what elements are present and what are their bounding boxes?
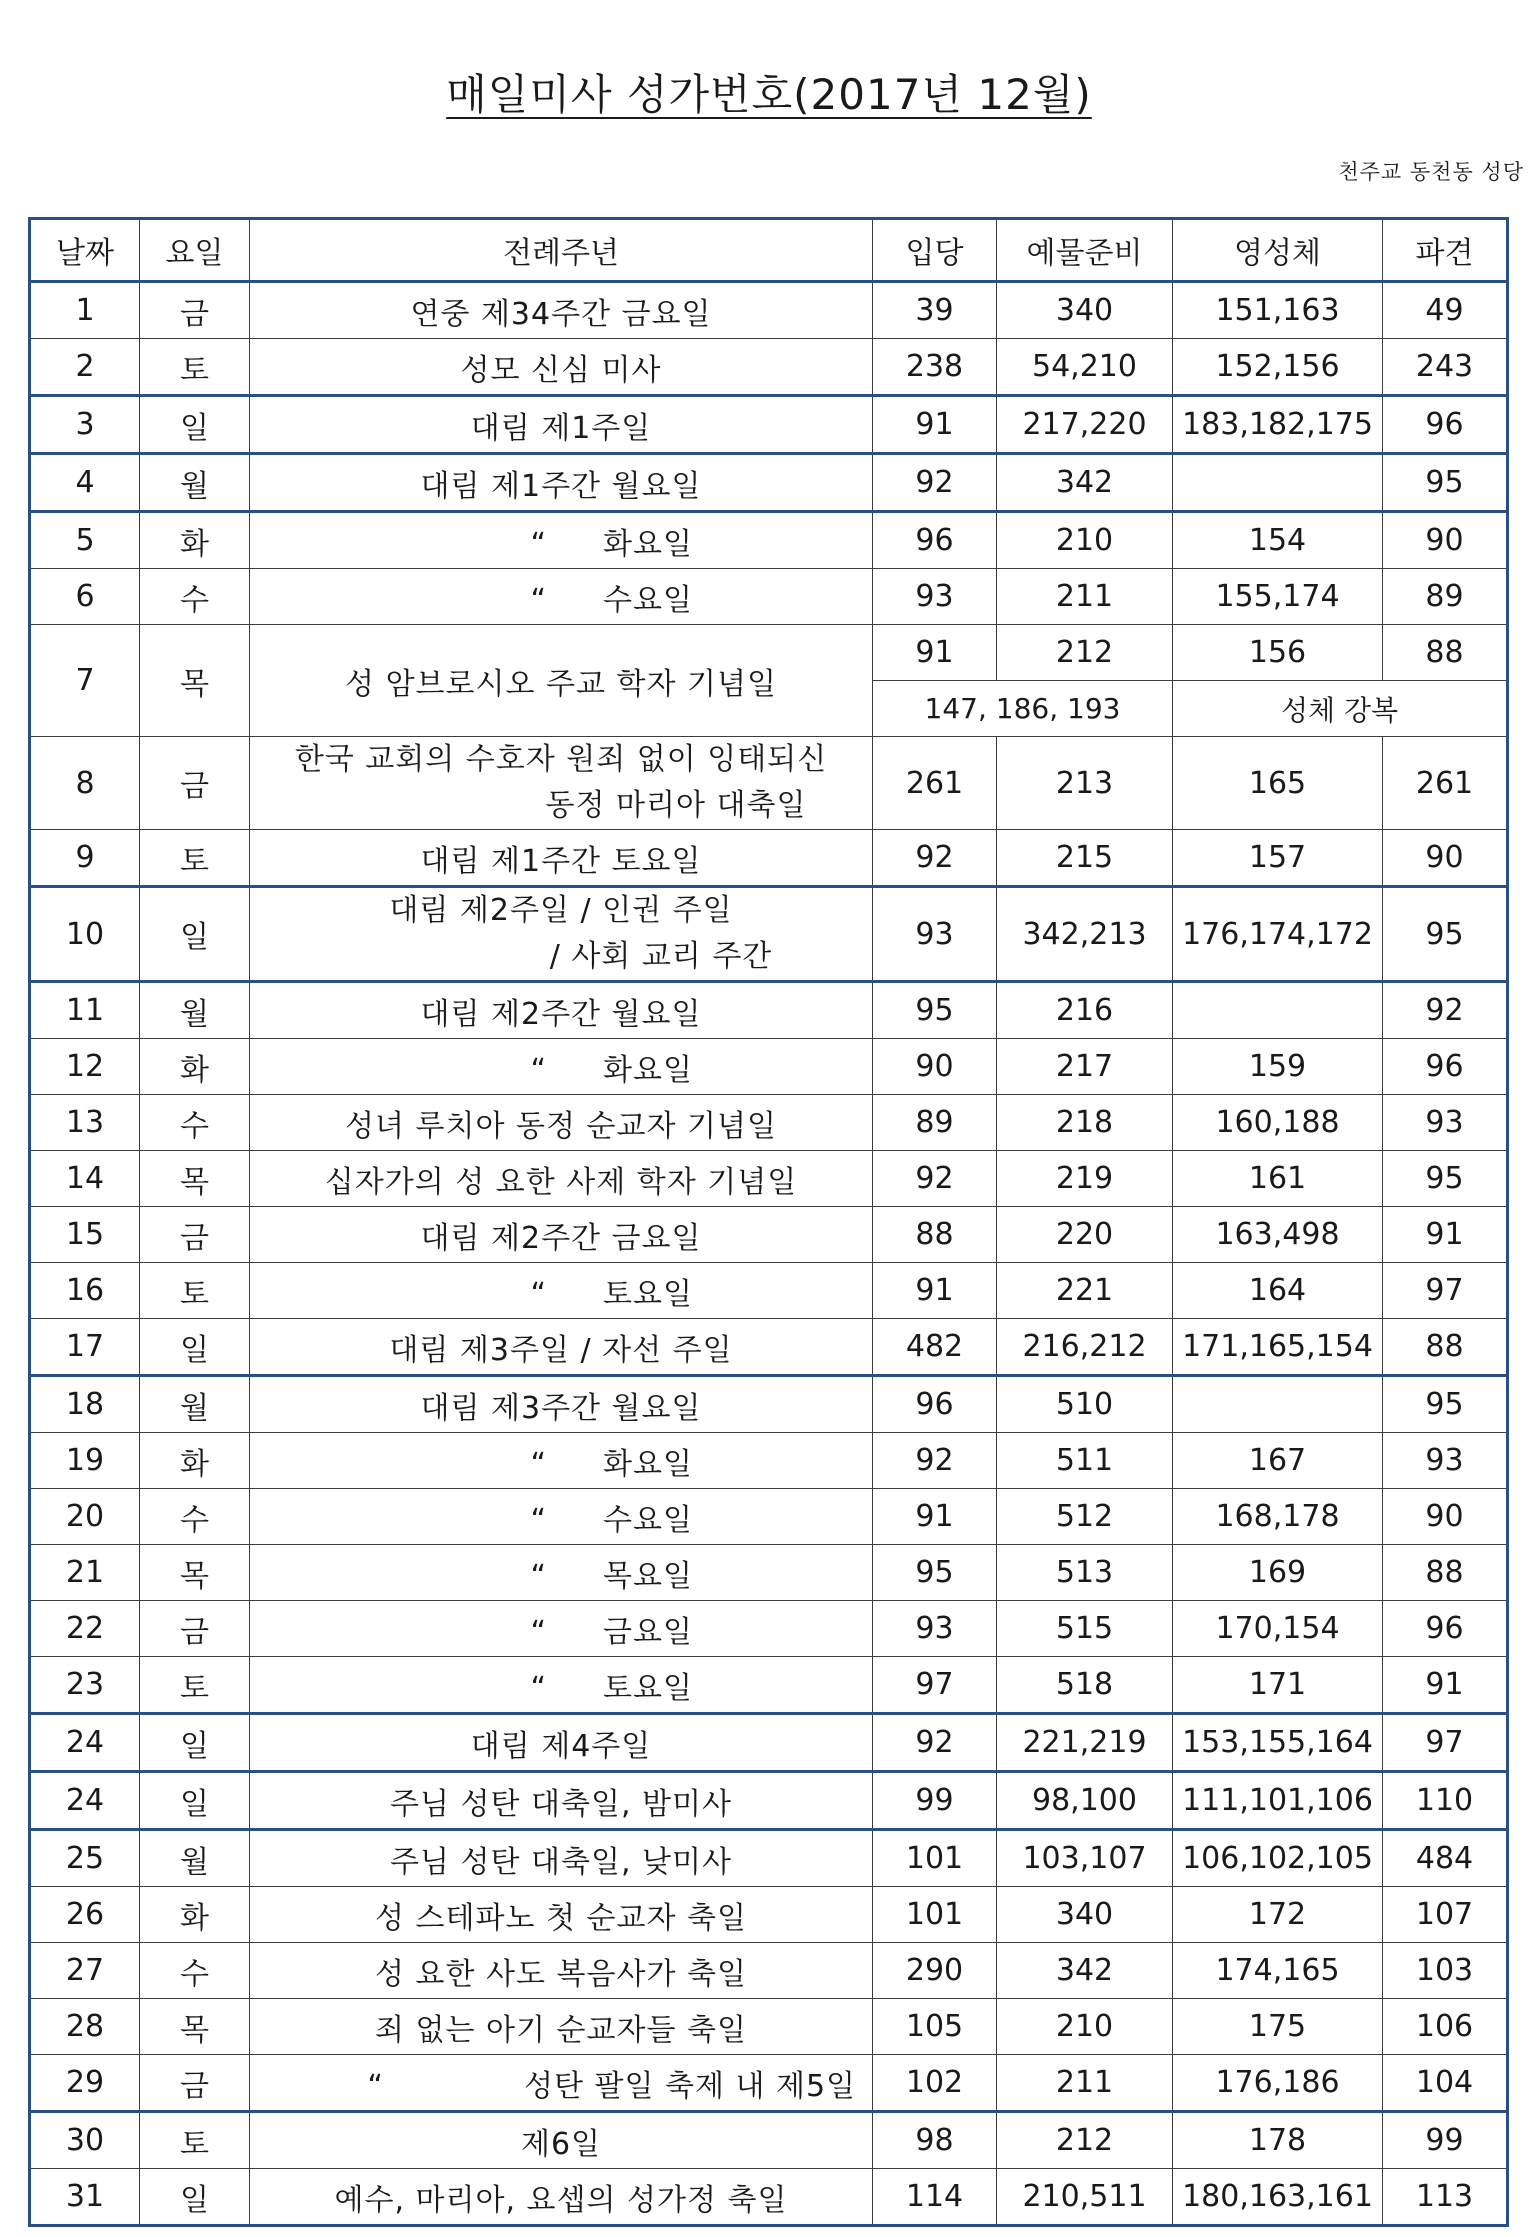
header-day: 요일 <box>140 219 250 282</box>
ditto-mark: “ <box>530 1670 548 1706</box>
dismissal-hymn-cell: 93 <box>1383 1433 1508 1489</box>
liturgical-day-line2: / 사회 교리 주간 <box>549 939 773 974</box>
date-cell: 27 <box>30 1943 140 1999</box>
entrance-hymn-cell: 482 <box>873 1319 997 1376</box>
liturgical-day-cell <box>250 1263 873 1319</box>
liturgical-day-cell: 대림 제1주간 월요일 <box>250 454 873 512</box>
dismissal-hymn-cell: 93 <box>1383 1095 1508 1151</box>
day-cell: 월 <box>140 1830 250 1887</box>
communion-hymn-cell: 156 <box>1173 625 1383 681</box>
dismissal-hymn-cell: 110 <box>1383 1772 1508 1830</box>
table-header-row <box>30 219 1508 282</box>
offertory-hymn-cell: 212 <box>997 625 1173 681</box>
dismissal-hymn-cell: 261 <box>1383 737 1508 830</box>
dismissal-hymn-cell: 92 <box>1383 982 1508 1039</box>
day-cell: 수 <box>140 569 250 625</box>
day-cell: 월 <box>140 982 250 1039</box>
table-row <box>30 282 1508 339</box>
offertory-hymn-cell: 211 <box>997 569 1173 625</box>
table-row <box>30 1151 1508 1207</box>
communion-hymn-cell: 155,174 <box>1173 569 1383 625</box>
offertory-hymn-cell: 217 <box>997 1039 1173 1095</box>
header-offertory: 예물준비 <box>997 219 1173 282</box>
ditto-mark: “ <box>530 1558 548 1594</box>
table-row <box>30 1999 1508 2055</box>
date-cell: 10 <box>30 887 140 982</box>
communion-hymn-cell: 165 <box>1173 737 1383 830</box>
day-cell: 토 <box>140 1657 250 1714</box>
day-cell: 금 <box>140 1601 250 1657</box>
entrance-hymn-cell: 39 <box>873 282 997 339</box>
date-cell: 25 <box>30 1830 140 1887</box>
date-cell: 17 <box>30 1319 140 1376</box>
day-cell: 토 <box>140 830 250 887</box>
table-row <box>30 2169 1508 2226</box>
ditto-mark: “ <box>530 526 548 562</box>
ditto-mark: “ <box>530 582 548 618</box>
day-cell: 토 <box>140 339 250 396</box>
liturgical-day-cell: 대림 제1주간 토요일 <box>250 830 873 887</box>
offertory-hymn-cell: 340 <box>997 1887 1173 1943</box>
day-cell: 화 <box>140 1039 250 1095</box>
communion-hymn-cell: 176,174,172 <box>1173 887 1383 982</box>
entrance-hymn-cell: 97 <box>873 1657 997 1714</box>
day-cell: 월 <box>140 454 250 512</box>
dismissal-hymn-cell: 113 <box>1383 2169 1508 2226</box>
liturgical-day-cell: 대림 제2주간 월요일 <box>250 982 873 1039</box>
offertory-hymn-cell: 215 <box>997 830 1173 887</box>
date-cell: 5 <box>30 512 140 569</box>
liturgical-day-cell <box>250 887 873 982</box>
liturgical-day-cell: 성 암브로시오 주교 학자 기념일 <box>250 625 873 737</box>
liturgical-day-text: 화요일 <box>603 526 693 562</box>
dismissal-hymn-cell: 97 <box>1383 1263 1508 1319</box>
entrance-hymn-cell: 92 <box>873 1151 997 1207</box>
entrance-hymn-cell: 96 <box>873 1376 997 1433</box>
communion-hymn-cell: 163,498 <box>1173 1207 1383 1263</box>
day-cell: 일 <box>140 1714 250 1772</box>
date-cell: 28 <box>30 1999 140 2055</box>
communion-hymn-cell: 168,178 <box>1173 1489 1383 1545</box>
dismissal-hymn-cell: 95 <box>1383 887 1508 982</box>
liturgical-day-cell: 연중 제34주간 금요일 <box>250 282 873 339</box>
dismissal-hymn-cell: 95 <box>1383 454 1508 512</box>
entrance-hymn-cell: 91 <box>873 625 997 681</box>
offertory-hymn-cell: 518 <box>997 1657 1173 1714</box>
liturgical-day-cell: 대림 제1주일 <box>250 396 873 454</box>
date-cell: 24 <box>30 1714 140 1772</box>
entrance-hymn-cell: 99 <box>873 1772 997 1830</box>
offertory-hymn-cell: 210,511 <box>997 2169 1173 2226</box>
liturgical-day-text: 화요일 <box>603 1052 693 1088</box>
day-cell: 목 <box>140 1151 250 1207</box>
communion-hymn-cell: 172 <box>1173 1887 1383 1943</box>
dismissal-hymn-cell: 96 <box>1383 396 1508 454</box>
offertory-hymn-cell: 510 <box>997 1376 1173 1433</box>
benediction-hymns-cell: 147, 186, 193 <box>873 681 1173 737</box>
day-cell: 목 <box>140 1545 250 1601</box>
table-body <box>30 282 1508 2226</box>
offertory-hymn-cell: 54,210 <box>997 339 1173 396</box>
ditto-mark: “ <box>530 1276 548 1312</box>
entrance-hymn-cell: 91 <box>873 396 997 454</box>
communion-hymn-cell: 170,154 <box>1173 1601 1383 1657</box>
liturgical-day-cell <box>250 1489 873 1545</box>
table-row <box>30 1657 1508 1714</box>
dismissal-hymn-cell: 90 <box>1383 512 1508 569</box>
date-cell: 21 <box>30 1545 140 1601</box>
entrance-hymn-cell: 261 <box>873 737 997 830</box>
table-row <box>30 1943 1508 1999</box>
header-liturgical-day: 전례주년 <box>250 219 873 282</box>
communion-hymn-cell: 153,155,164 <box>1173 1714 1383 1772</box>
offertory-hymn-cell: 213 <box>997 737 1173 830</box>
entrance-hymn-cell: 105 <box>873 1999 997 2055</box>
dismissal-hymn-cell: 484 <box>1383 1830 1508 1887</box>
communion-hymn-cell: 169 <box>1173 1545 1383 1601</box>
communion-hymn-cell: 171,165,154 <box>1173 1319 1383 1376</box>
date-cell: 8 <box>30 737 140 830</box>
date-cell: 13 <box>30 1095 140 1151</box>
day-cell: 목 <box>140 625 250 737</box>
table-row <box>30 887 1508 982</box>
communion-hymn-cell: 180,163,161 <box>1173 2169 1383 2226</box>
table-row <box>30 339 1508 396</box>
entrance-hymn-cell: 91 <box>873 1489 997 1545</box>
table-row <box>30 1772 1508 1830</box>
date-cell: 26 <box>30 1887 140 1943</box>
entrance-hymn-cell: 95 <box>873 982 997 1039</box>
dismissal-hymn-cell: 90 <box>1383 1489 1508 1545</box>
day-cell: 화 <box>140 512 250 569</box>
liturgical-day-cell: 성 스테파노 첫 순교자 축일 <box>250 1887 873 1943</box>
offertory-hymn-cell: 216,212 <box>997 1319 1173 1376</box>
liturgical-day-cell: 주님 성탄 대축일, 낮미사 <box>250 1830 873 1887</box>
communion-hymn-cell: 161 <box>1173 1151 1383 1207</box>
day-cell: 금 <box>140 737 250 830</box>
liturgical-day-cell: 성녀 루치아 동정 순교자 기념일 <box>250 1095 873 1151</box>
ditto-mark: “ <box>530 1502 548 1538</box>
dismissal-hymn-cell: 107 <box>1383 1887 1508 1943</box>
offertory-hymn-cell: 98,100 <box>997 1772 1173 1830</box>
date-cell: 9 <box>30 830 140 887</box>
ditto-mark: “ <box>530 1614 548 1650</box>
entrance-hymn-cell: 92 <box>873 454 997 512</box>
communion-hymn-cell <box>1173 1376 1383 1433</box>
liturgical-day-cell: 성 요한 사도 복음사가 축일 <box>250 1943 873 1999</box>
table-row <box>30 1263 1508 1319</box>
liturgical-day-cell: 죄 없는 아기 순교자들 축일 <box>250 1999 873 2055</box>
offertory-hymn-cell: 512 <box>997 1489 1173 1545</box>
liturgical-day-text: 목요일 <box>603 1558 693 1594</box>
liturgical-day-cell: 주님 성탄 대축일, 밤미사 <box>250 1772 873 1830</box>
ditto-mark: “ <box>530 1052 548 1088</box>
communion-hymn-cell: 175 <box>1173 1999 1383 2055</box>
entrance-hymn-cell: 92 <box>873 1433 997 1489</box>
date-cell: 23 <box>30 1657 140 1714</box>
entrance-hymn-cell: 96 <box>873 512 997 569</box>
table-row <box>30 396 1508 454</box>
offertory-hymn-cell: 219 <box>997 1151 1173 1207</box>
communion-hymn-cell: 178 <box>1173 2112 1383 2169</box>
dismissal-hymn-cell: 91 <box>1383 1657 1508 1714</box>
communion-hymn-cell: 164 <box>1173 1263 1383 1319</box>
communion-hymn-cell: 106,102,105 <box>1173 1830 1383 1887</box>
offertory-hymn-cell: 511 <box>997 1433 1173 1489</box>
dismissal-hymn-cell: 49 <box>1383 282 1508 339</box>
table-row <box>30 2055 1508 2112</box>
offertory-hymn-cell: 220 <box>997 1207 1173 1263</box>
page-title: 매일미사 성가번호(2017년 12월) <box>446 70 1092 119</box>
liturgical-day-cell: 예수, 마리아, 요셉의 성가정 축일 <box>250 2169 873 2226</box>
communion-hymn-cell: 174,165 <box>1173 1943 1383 1999</box>
entrance-hymn-cell: 238 <box>873 339 997 396</box>
entrance-hymn-cell: 95 <box>873 1545 997 1601</box>
table-row <box>30 982 1508 1039</box>
date-cell: 31 <box>30 2169 140 2226</box>
communion-hymn-cell: 154 <box>1173 512 1383 569</box>
table-row <box>30 2112 1508 2169</box>
liturgical-day-cell <box>250 1657 873 1714</box>
liturgical-day-text: 성탄 팔일 축제 내 제5일 <box>523 2068 857 2104</box>
offertory-hymn-cell: 340 <box>997 282 1173 339</box>
offertory-hymn-cell: 216 <box>997 982 1173 1039</box>
date-cell: 30 <box>30 2112 140 2169</box>
offertory-hymn-cell: 342,213 <box>997 887 1173 982</box>
header-date: 날짜 <box>30 219 140 282</box>
day-cell: 수 <box>140 1489 250 1545</box>
day-cell: 일 <box>140 1772 250 1830</box>
entrance-hymn-cell: 90 <box>873 1039 997 1095</box>
liturgical-day-cell: 성모 신심 미사 <box>250 339 873 396</box>
table-row <box>30 1319 1508 1376</box>
offertory-hymn-cell: 210 <box>997 1999 1173 2055</box>
table-row <box>30 737 1508 830</box>
entrance-hymn-cell: 101 <box>873 1887 997 1943</box>
hymn-schedule-table <box>28 217 1509 2227</box>
date-cell: 1 <box>30 282 140 339</box>
entrance-hymn-cell: 93 <box>873 569 997 625</box>
dismissal-hymn-cell: 96 <box>1383 1039 1508 1095</box>
offertory-hymn-cell: 221,219 <box>997 1714 1173 1772</box>
liturgical-day-text: 금요일 <box>603 1614 693 1650</box>
day-cell: 일 <box>140 2169 250 2226</box>
ditto-mark: “ <box>367 2068 384 2104</box>
offertory-hymn-cell: 212 <box>997 2112 1173 2169</box>
dismissal-hymn-cell: 90 <box>1383 830 1508 887</box>
date-cell: 14 <box>30 1151 140 1207</box>
date-cell: 18 <box>30 1376 140 1433</box>
liturgical-day-text: 화요일 <box>603 1446 693 1482</box>
day-cell: 화 <box>140 1433 250 1489</box>
day-cell: 수 <box>140 1095 250 1151</box>
dismissal-hymn-cell: 88 <box>1383 1545 1508 1601</box>
table-row <box>30 830 1508 887</box>
entrance-hymn-cell: 88 <box>873 1207 997 1263</box>
dismissal-hymn-cell: 89 <box>1383 569 1508 625</box>
liturgical-day-cell: 제6일 <box>250 2112 873 2169</box>
header-entrance: 입당 <box>873 219 997 282</box>
church-name: 천주교 동천동 성당 <box>1338 160 1524 184</box>
entrance-hymn-cell: 92 <box>873 830 997 887</box>
table-row <box>30 1830 1508 1887</box>
day-cell: 일 <box>140 396 250 454</box>
entrance-hymn-cell: 89 <box>873 1095 997 1151</box>
offertory-hymn-cell: 103,107 <box>997 1830 1173 1887</box>
entrance-hymn-cell: 91 <box>873 1263 997 1319</box>
liturgical-day-cell <box>250 737 873 830</box>
liturgical-day-text: 토요일 <box>603 1670 693 1706</box>
dismissal-hymn-cell: 97 <box>1383 1714 1508 1772</box>
liturgical-day-text: 수요일 <box>603 1502 693 1538</box>
offertory-hymn-cell: 217,220 <box>997 396 1173 454</box>
date-cell: 4 <box>30 454 140 512</box>
day-cell: 금 <box>140 1207 250 1263</box>
communion-hymn-cell: 167 <box>1173 1433 1383 1489</box>
liturgical-day-cell <box>250 569 873 625</box>
communion-hymn-cell <box>1173 982 1383 1039</box>
dismissal-hymn-cell: 95 <box>1383 1151 1508 1207</box>
liturgical-day-text: 토요일 <box>603 1276 693 1312</box>
table-row <box>30 1489 1508 1545</box>
liturgical-day-cell: 십자가의 성 요한 사제 학자 기념일 <box>250 1151 873 1207</box>
liturgical-day-line1: 대림 제2주일 / 인권 주일 <box>389 893 733 928</box>
table-row <box>30 1545 1508 1601</box>
liturgical-day-cell <box>250 1601 873 1657</box>
table-row <box>30 1376 1508 1433</box>
table-row <box>30 625 1508 681</box>
communion-hymn-cell: 159 <box>1173 1039 1383 1095</box>
day-cell: 수 <box>140 1943 250 1999</box>
dismissal-hymn-cell: 96 <box>1383 1601 1508 1657</box>
offertory-hymn-cell: 515 <box>997 1601 1173 1657</box>
communion-hymn-cell: 183,182,175 <box>1173 396 1383 454</box>
communion-hymn-cell: 171 <box>1173 1657 1383 1714</box>
date-cell: 22 <box>30 1601 140 1657</box>
offertory-hymn-cell: 211 <box>997 2055 1173 2112</box>
date-cell: 29 <box>30 2055 140 2112</box>
dismissal-hymn-cell: 104 <box>1383 2055 1508 2112</box>
date-cell: 3 <box>30 396 140 454</box>
table-row <box>30 512 1508 569</box>
day-cell: 금 <box>140 2055 250 2112</box>
liturgical-day-cell: 대림 제4주일 <box>250 1714 873 1772</box>
offertory-hymn-cell: 218 <box>997 1095 1173 1151</box>
communion-hymn-cell: 157 <box>1173 830 1383 887</box>
communion-hymn-cell: 160,188 <box>1173 1095 1383 1151</box>
day-cell: 월 <box>140 1376 250 1433</box>
offertory-hymn-cell: 210 <box>997 512 1173 569</box>
day-cell: 일 <box>140 1319 250 1376</box>
entrance-hymn-cell: 93 <box>873 1601 997 1657</box>
day-cell: 목 <box>140 1999 250 2055</box>
communion-hymn-cell: 152,156 <box>1173 339 1383 396</box>
dismissal-hymn-cell: 88 <box>1383 1319 1508 1376</box>
date-cell: 16 <box>30 1263 140 1319</box>
table-row <box>30 1207 1508 1263</box>
communion-hymn-cell <box>1173 454 1383 512</box>
communion-hymn-cell: 151,163 <box>1173 282 1383 339</box>
communion-hymn-cell: 111,101,106 <box>1173 1772 1383 1830</box>
date-cell: 15 <box>30 1207 140 1263</box>
entrance-hymn-cell: 290 <box>873 1943 997 1999</box>
dismissal-hymn-cell: 243 <box>1383 339 1508 396</box>
date-cell: 24 <box>30 1772 140 1830</box>
entrance-hymn-cell: 92 <box>873 1714 997 1772</box>
entrance-hymn-cell: 98 <box>873 2112 997 2169</box>
liturgical-day-cell <box>250 2055 873 2112</box>
offertory-hymn-cell: 342 <box>997 1943 1173 1999</box>
liturgical-day-line2: 동정 마리아 대축일 <box>545 788 807 823</box>
entrance-hymn-cell: 114 <box>873 2169 997 2226</box>
date-cell: 20 <box>30 1489 140 1545</box>
entrance-hymn-cell: 101 <box>873 1830 997 1887</box>
liturgical-day-cell: 대림 제3주간 월요일 <box>250 1376 873 1433</box>
table-row <box>30 1039 1508 1095</box>
communion-hymn-cell: 176,186 <box>1173 2055 1383 2112</box>
liturgical-day-cell <box>250 1039 873 1095</box>
dismissal-hymn-cell: 99 <box>1383 2112 1508 2169</box>
table-row <box>30 1601 1508 1657</box>
table-row <box>30 1714 1508 1772</box>
day-cell: 토 <box>140 2112 250 2169</box>
benediction-label-cell: 성체 강복 <box>1173 681 1508 737</box>
offertory-hymn-cell: 221 <box>997 1263 1173 1319</box>
day-cell: 일 <box>140 887 250 982</box>
dismissal-hymn-cell: 95 <box>1383 1376 1508 1433</box>
offertory-hymn-cell: 342 <box>997 454 1173 512</box>
liturgical-day-line1: 한국 교회의 수호자 원죄 없이 잉태되신 <box>294 742 828 777</box>
dismissal-hymn-cell: 91 <box>1383 1207 1508 1263</box>
liturgical-day-cell <box>250 1433 873 1489</box>
table-row <box>30 454 1508 512</box>
date-cell: 19 <box>30 1433 140 1489</box>
dismissal-hymn-cell: 106 <box>1383 1999 1508 2055</box>
date-cell: 6 <box>30 569 140 625</box>
table-row <box>30 569 1508 625</box>
liturgical-day-cell <box>250 1545 873 1601</box>
day-cell: 금 <box>140 282 250 339</box>
ditto-mark: “ <box>530 1446 548 1482</box>
dismissal-hymn-cell: 88 <box>1383 625 1508 681</box>
date-cell: 7 <box>30 625 140 737</box>
table-row <box>30 1433 1508 1489</box>
date-cell: 12 <box>30 1039 140 1095</box>
day-cell: 토 <box>140 1263 250 1319</box>
liturgical-day-cell <box>250 512 873 569</box>
date-cell: 2 <box>30 339 140 396</box>
date-cell: 11 <box>30 982 140 1039</box>
header-dismissal: 파견 <box>1383 219 1508 282</box>
entrance-hymn-cell: 102 <box>873 2055 997 2112</box>
entrance-hymn-cell: 93 <box>873 887 997 982</box>
table-row <box>30 1887 1508 1943</box>
liturgical-day-cell: 대림 제2주간 금요일 <box>250 1207 873 1263</box>
day-cell: 화 <box>140 1887 250 1943</box>
dismissal-hymn-cell: 103 <box>1383 1943 1508 1999</box>
table-row <box>30 1095 1508 1151</box>
header-communion: 영성체 <box>1173 219 1383 282</box>
liturgical-day-cell: 대림 제3주일 / 자선 주일 <box>250 1319 873 1376</box>
offertory-hymn-cell: 513 <box>997 1545 1173 1601</box>
liturgical-day-text: 수요일 <box>603 582 693 618</box>
